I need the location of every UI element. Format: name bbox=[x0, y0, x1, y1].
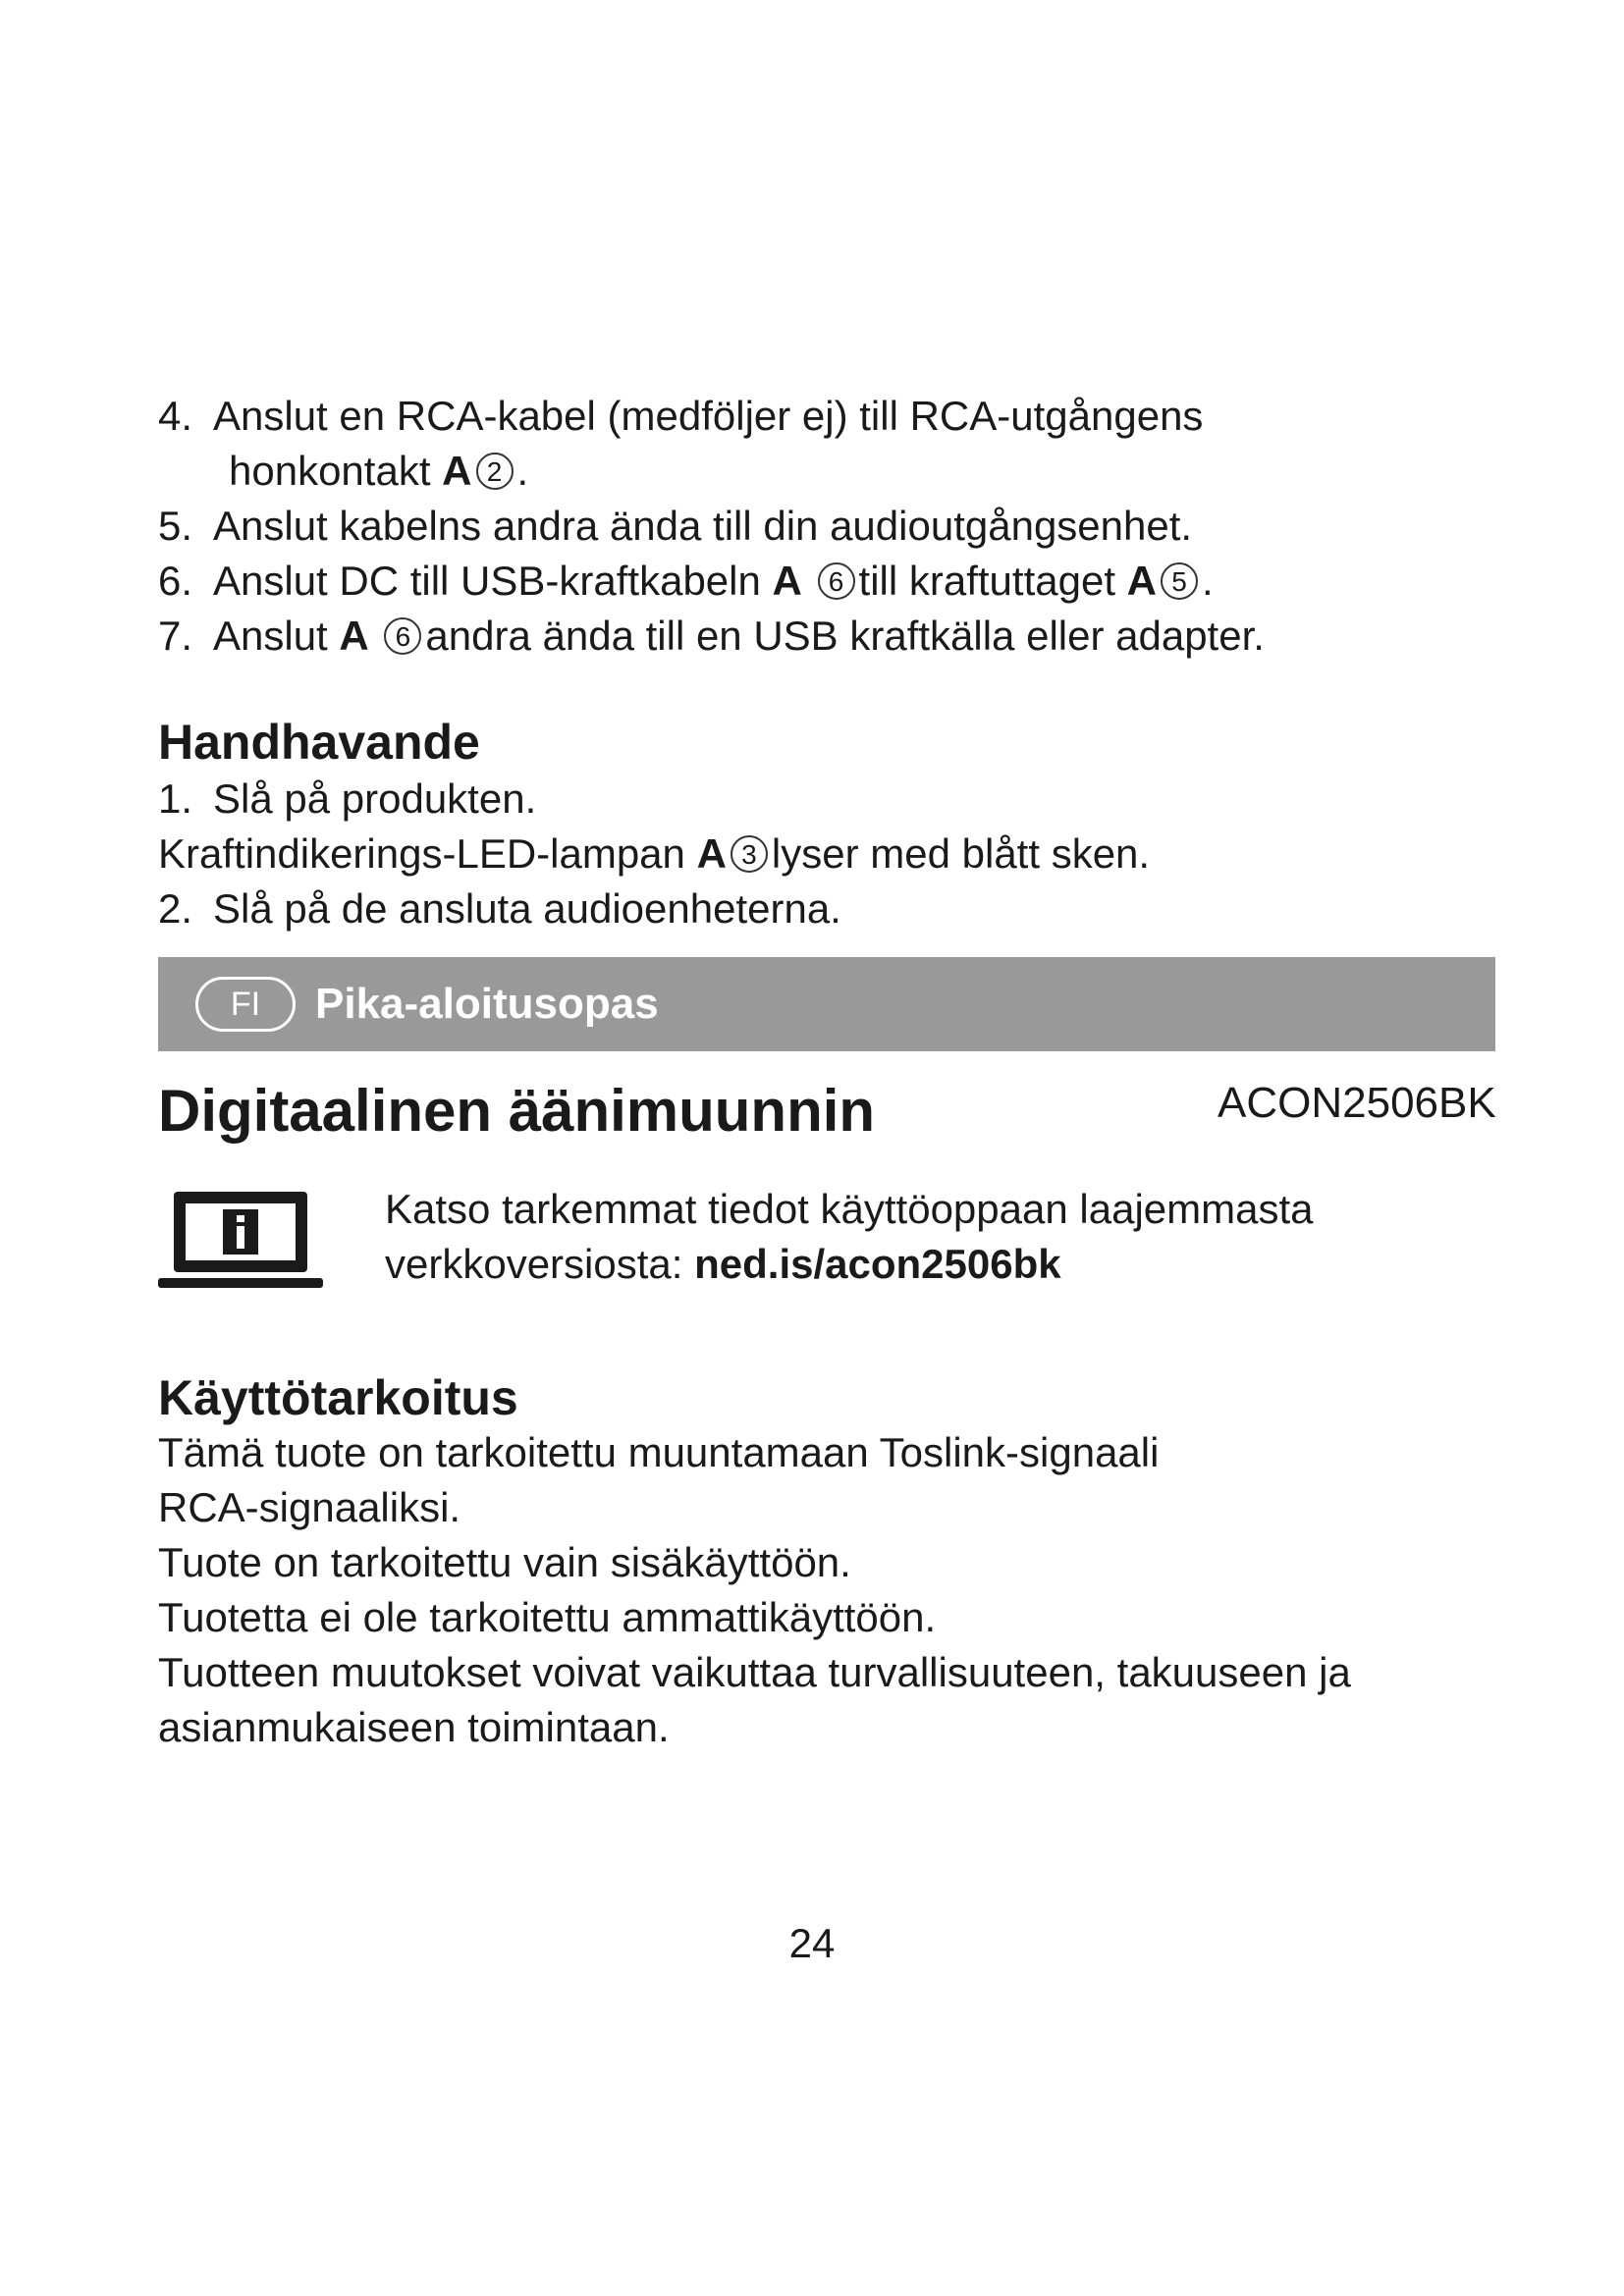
info-text: verkkoversiosta: bbox=[385, 1241, 695, 1287]
step-text: Anslut DC till USB-kraftkabeln bbox=[213, 558, 773, 604]
purpose-line: RCA-signaaliksi. bbox=[158, 1484, 461, 1530]
step-text: Anslut bbox=[213, 613, 340, 659]
step-4-continuation bbox=[229, 444, 528, 499]
callout-number: 5 bbox=[1161, 562, 1198, 600]
part-ref: A bbox=[1126, 558, 1158, 604]
step-number: 4. bbox=[158, 393, 193, 439]
purpose-line: Tämä tuote on tarkoitettu muuntamaan Toslink-signaali bbox=[158, 1429, 1160, 1475]
info-text-line2 bbox=[385, 1237, 1061, 1292]
step-text: Slå på produkten. bbox=[213, 775, 537, 822]
product-title: Digitaalinen äänimuunnin bbox=[158, 1078, 876, 1144]
led-description bbox=[158, 827, 1150, 881]
led-text: Kraftindikerings-LED-lampan bbox=[158, 830, 697, 877]
led-text: lyser med blått sken. bbox=[771, 830, 1151, 877]
section-heading-handhavande: Handhavande bbox=[158, 715, 480, 770]
purpose-line: Tuote on tarkoitettu vain sisäkäyttöön. bbox=[158, 1539, 851, 1585]
operation-step-1 bbox=[158, 772, 536, 827]
part-ref: A bbox=[772, 558, 802, 604]
step-number: 7. bbox=[158, 613, 193, 659]
step-7 bbox=[158, 609, 1265, 664]
step-tail: . bbox=[516, 448, 529, 494]
step-5 bbox=[158, 499, 1192, 554]
step-text: Anslut kabelns andra ända till din audioutgångsenhet. bbox=[213, 503, 1193, 549]
step-4 bbox=[158, 389, 1203, 444]
step-text: andra ända till en USB kraftkälla eller adapter. bbox=[425, 613, 1265, 659]
purpose-line: asianmukaiseen toimintaan. bbox=[158, 1704, 670, 1750]
part-ref: A bbox=[442, 448, 472, 494]
step-number: 1. bbox=[158, 775, 193, 822]
step-text: Slå på de ansluta audioenheterna. bbox=[213, 885, 841, 932]
step-text: Anslut en RCA-kabel (medföljer ej) till RCA-utgångens bbox=[213, 393, 1204, 439]
callout-number: 6 bbox=[384, 617, 421, 655]
part-ref: A bbox=[696, 830, 727, 877]
purpose-line: Tuotteen muutokset voivat vaikuttaa turvallisuuteen, takuuseen ja bbox=[158, 1649, 1351, 1695]
step-number: 6. bbox=[158, 558, 193, 604]
section-heading-kayttotarkoitus: Käyttötarkoitus bbox=[158, 1370, 518, 1425]
callout-number: 6 bbox=[818, 562, 855, 600]
operation-step-2 bbox=[158, 881, 841, 936]
language-banner bbox=[158, 957, 1495, 1051]
info-link[interactable]: ned.is/acon2506bk bbox=[694, 1241, 1061, 1287]
step-number: 2. bbox=[158, 885, 193, 932]
purpose-line: Tuotetta ei ole tarkoitettu ammattikäyttöön. bbox=[158, 1594, 937, 1640]
step-text: till kraftuttaget bbox=[858, 558, 1127, 604]
step-number: 5. bbox=[158, 503, 193, 549]
callout-number: 3 bbox=[731, 835, 768, 873]
banner-title: Pika-aloitusopas bbox=[315, 980, 659, 1028]
page-number: 24 bbox=[788, 1920, 836, 1966]
step-text: honkontakt bbox=[229, 448, 443, 494]
step-6 bbox=[158, 554, 1214, 609]
part-ref: A bbox=[339, 613, 369, 659]
laptop-info-icon bbox=[158, 1186, 323, 1296]
model-number: ACON2506BK bbox=[1218, 1079, 1496, 1127]
callout-number: 2 bbox=[476, 453, 514, 490]
info-text-line1: Katso tarkemmat tiedot käyttöoppaan laajemmasta bbox=[385, 1186, 1314, 1232]
language-code-badge: FI bbox=[195, 977, 296, 1032]
step-tail: . bbox=[1202, 558, 1214, 604]
